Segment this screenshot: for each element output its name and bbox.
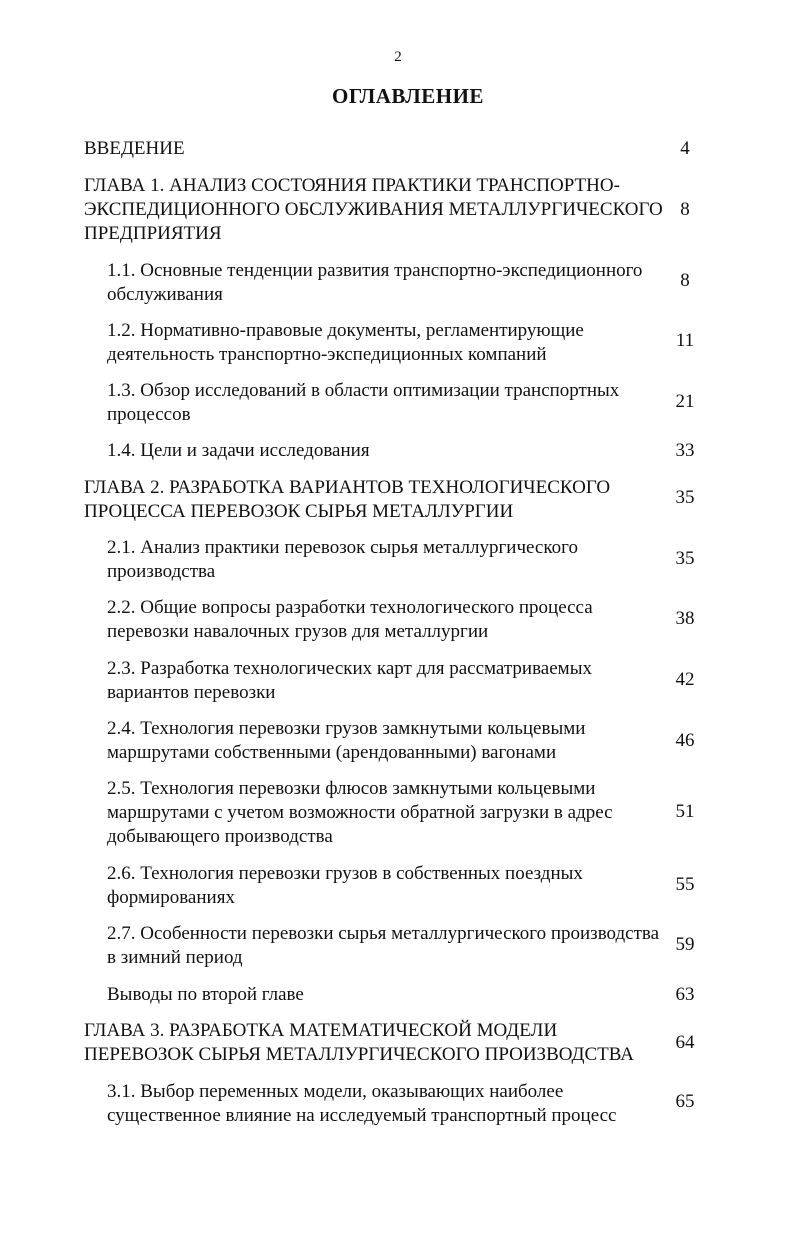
toc-entry-page: 51	[675, 801, 695, 822]
toc-entry-page: 8	[680, 199, 690, 220]
toc-entry-title: 2.4. Технология перевозки грузов замкнутыми кольцевыми маршрутами собственными (арендованными) вагонами	[107, 718, 586, 763]
page-number: 2	[394, 49, 402, 65]
toc-entry-page: 64	[675, 1032, 695, 1053]
toc-entry-page: 35	[675, 548, 695, 569]
toc-entry-page: 11	[675, 330, 695, 351]
toc-entry-page: 33	[675, 440, 695, 461]
toc-entry-title: 2.7. Особенности перевозки сырья металлургического производства в зимний период	[107, 923, 660, 968]
toc-entry-title: 2.3. Разработка технологических карт для рассматриваемых вариантов перевозки	[107, 658, 592, 703]
toc-entry-title: ГЛАВА 3. РАЗРАБОТКА МАТЕМАТИЧЕСКОЙ МОДЕЛИ ПЕРЕВОЗОК СЫРЬЯ МЕТАЛЛУРГИЧЕСКОГО ПРОИЗВОДСТВА	[84, 1020, 634, 1065]
toc-entry-page: 38	[675, 608, 695, 629]
toc-entry-page: 21	[675, 391, 695, 412]
toc-entry-page: 35	[675, 487, 695, 508]
toc-entry-page: 65	[675, 1091, 695, 1112]
toc-entry-title: Выводы по второй главе	[107, 984, 304, 1005]
toc-entry-title: 1.2. Нормативно-правовые документы, регламентирующие деятельность транспортно-экспедиционных компаний	[107, 320, 584, 365]
toc-entry-title: 1.1. Основные тенденции развития транспортно-экспедиционного обслуживания	[107, 260, 643, 305]
page-title: ОГЛАВЛЕНИЕ	[332, 84, 484, 108]
toc-entry-title: 2.5. Технология перевозки флюсов замкнутыми кольцевыми маршрутами с учетом возможности обратной загрузки в адрес добывающего производства	[107, 778, 613, 847]
toc-entry-title: ГЛАВА 2. РАЗРАБОТКА ВАРИАНТОВ ТЕХНОЛОГИЧЕСКОГО ПРОЦЕССА ПЕРЕВОЗОК СЫРЬЯ МЕТАЛЛУРГИИ	[84, 477, 611, 522]
toc-entry-page: 63	[675, 984, 695, 1005]
toc-entry-title: 2.6. Технология перевозки грузов в собственных поездных формированиях	[107, 863, 583, 908]
toc-entry-title: 2.1. Анализ практики перевозок сырья металлургического производства	[107, 537, 578, 582]
toc-entry-title: 1.4. Цели и задачи исследования	[107, 440, 370, 461]
toc-entry-page: 42	[675, 669, 695, 690]
toc-entry-page: 59	[675, 934, 695, 955]
toc-entry-title: 3.1. Выбор переменных модели, оказывающих наиболее существенное влияние на исследуемый транспортный процесс	[107, 1081, 617, 1126]
toc-entry-title: ГЛАВА 1. АНАЛИЗ СОСТОЯНИЯ ПРАКТИКИ ТРАНСПОРТНО-ЭКСПЕДИЦИОННОГО ОБСЛУЖИВАНИЯ МЕТАЛЛУРГИЧЕСКОГО ПРЕДПРИЯТИЯ	[84, 175, 663, 244]
toc-entry-page: 4	[680, 138, 690, 159]
toc-entry-page: 46	[675, 730, 695, 751]
toc-entry-title: ВВЕДЕНИЕ	[84, 138, 185, 159]
toc-entry-page: 55	[675, 874, 695, 895]
toc-entry-title: 1.3. Обзор исследований в области оптимизации транспортных процессов	[107, 380, 620, 425]
toc-entry-page: 8	[680, 270, 690, 291]
toc-entry-title: 2.2. Общие вопросы разработки технологического процесса перевозки навалочных грузов для металлургии	[107, 597, 593, 642]
